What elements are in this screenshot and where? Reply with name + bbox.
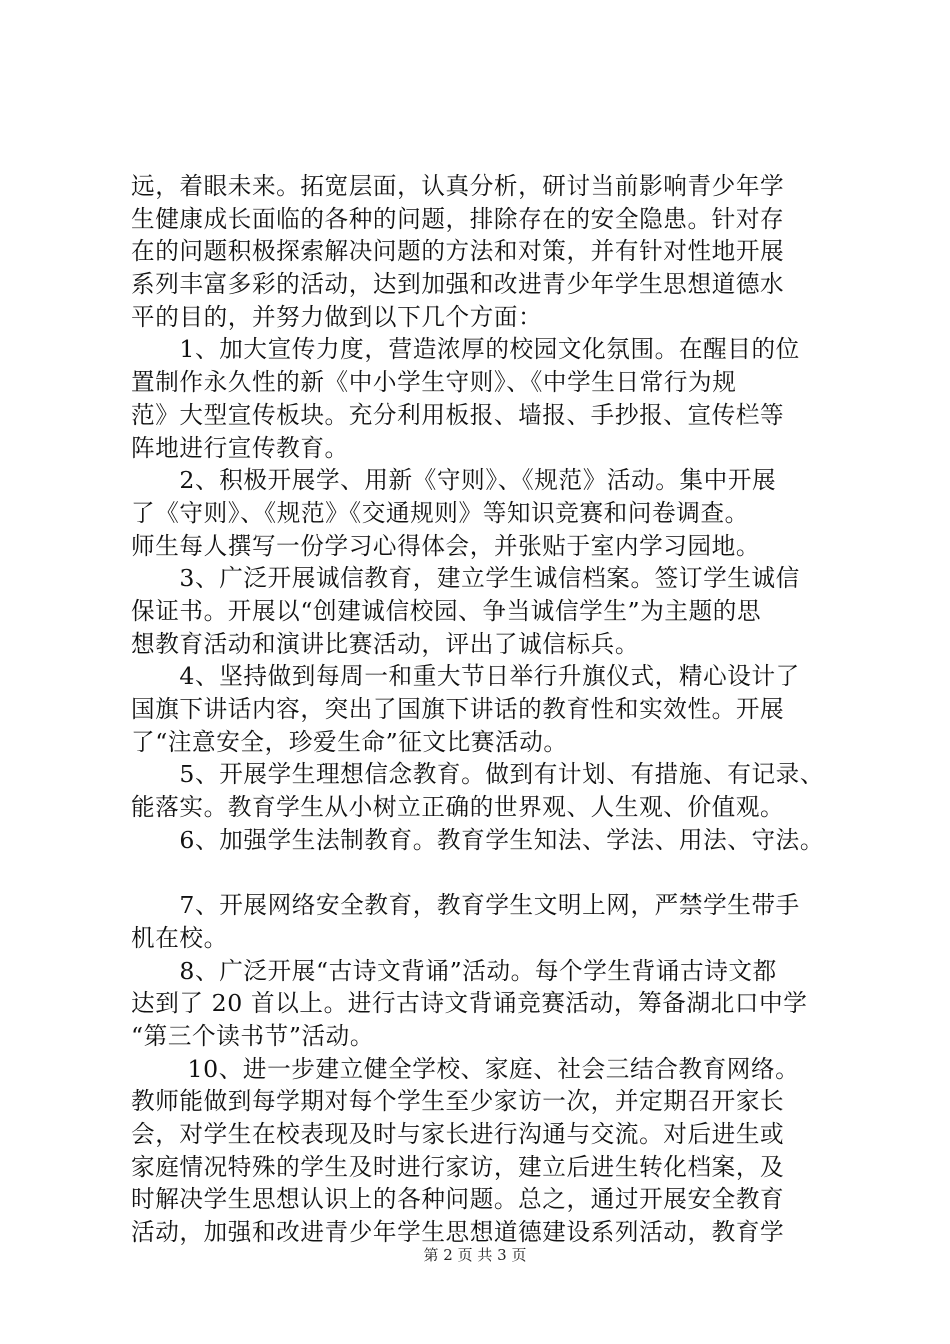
text-line: 置制作永久性的新《中小学生守则》、《中学生日常行为规 xyxy=(131,368,737,397)
blank-line xyxy=(131,856,831,889)
text-line: 时解决学生思想认识上的各种问题。总之，通过开展安全教育 xyxy=(131,1185,785,1214)
text-line: 系列丰富多彩的活动，达到加强和改进青少年学生思想道德水 xyxy=(131,270,785,299)
text-line: 远，着眼未来。拓宽层面，认真分析，研讨当前影响青少年学 xyxy=(131,172,785,200)
text-line: 了“注意安全，珍爱生命”征文比赛活动。 xyxy=(131,727,568,756)
text-line: “第三个读书节”活动。 xyxy=(131,1021,375,1050)
text-line: 6、加强学生法制教育。教育学生知法、学法、用法、守法。 xyxy=(131,825,825,854)
text-line: 家庭情况特殊的学生及时进行家访，建立后进生转化档案，及 xyxy=(131,1152,785,1181)
text-line: 阵地进行宣传教育。 xyxy=(131,433,349,462)
text-line: 活动，加强和改进青少年学生思想道德建设系列活动，教育学 xyxy=(131,1218,785,1246)
text-line: 机在校。 xyxy=(131,923,228,952)
text-line: 1、加大宣传力度，营造浓厚的校园文化氛围。在醒目的位 xyxy=(131,335,800,364)
text-line: 10、进一步建立健全学校、家庭、社会三结合教育网络。 xyxy=(131,1054,800,1083)
text-line: 2、积极开展学、用新《守则》、《规范》活动。集中开展 xyxy=(131,466,777,495)
page-footer xyxy=(0,1245,950,1265)
text-line: 保证书。开展以“创建诚信校园、争当诚信学生”为主题的思 xyxy=(131,596,762,625)
text-line: 达到了 20 首以上。进行古诗文背诵竞赛活动，筹备湖北口中学 xyxy=(131,989,808,1018)
text-line: 4、坚持做到每周一和重大节日举行升旗仪式，精心设计了 xyxy=(131,662,800,691)
text-line: 5、开展学生理想信念教育。做到有计划、有措施、有记录、 xyxy=(131,760,825,789)
text-line: 会，对学生在校表现及时与家长进行沟通与交流。对后进生或 xyxy=(131,1119,785,1148)
text-line: 师生每人撰写一份学习心得体会，并张贴于室内学习园地。 xyxy=(131,531,761,560)
text-line: 范》大型宣传板块。充分利用板报、墙报、手抄报、宣传栏等 xyxy=(131,400,785,429)
document-body xyxy=(131,170,831,1249)
page-number-label: 第 2 页 共 3 页 xyxy=(423,1246,527,1264)
text-line: 想教育活动和演讲比赛活动，评出了诚信标兵。 xyxy=(131,629,640,658)
text-line: 能落实。教育学生从小树立正确的世界观、人生观、价值观。 xyxy=(131,793,785,822)
text-line: 8、广泛开展“古诗文背诵”活动。每个学生背诵古诗文都 xyxy=(131,956,777,985)
text-line: 国旗下讲话内容，突出了国旗下讲话的教育性和实效性。开展 xyxy=(131,695,785,723)
text-line: 生健康成长面临的各种的问题，排除存在的安全隐患。针对存 xyxy=(131,204,785,233)
text-line: 了《守则》、《规范》《交通规则》等知识竞赛和问卷调查。 xyxy=(131,498,749,527)
text-line: 7、开展网络安全教育，教育学生文明上网，严禁学生带手 xyxy=(131,891,800,920)
text-line: 在的问题积极探索解决问题的方法和对策，并有针对性地开展 xyxy=(131,237,785,266)
text-line: 教师能做到每学期对每个学生至少家访一次，并定期召开家长 xyxy=(131,1087,785,1116)
text-line: 平的目的，并努力做到以下几个方面： xyxy=(131,302,543,331)
text-line: 3、广泛开展诚信教育，建立学生诚信档案。签订学生诚信 xyxy=(131,564,800,593)
